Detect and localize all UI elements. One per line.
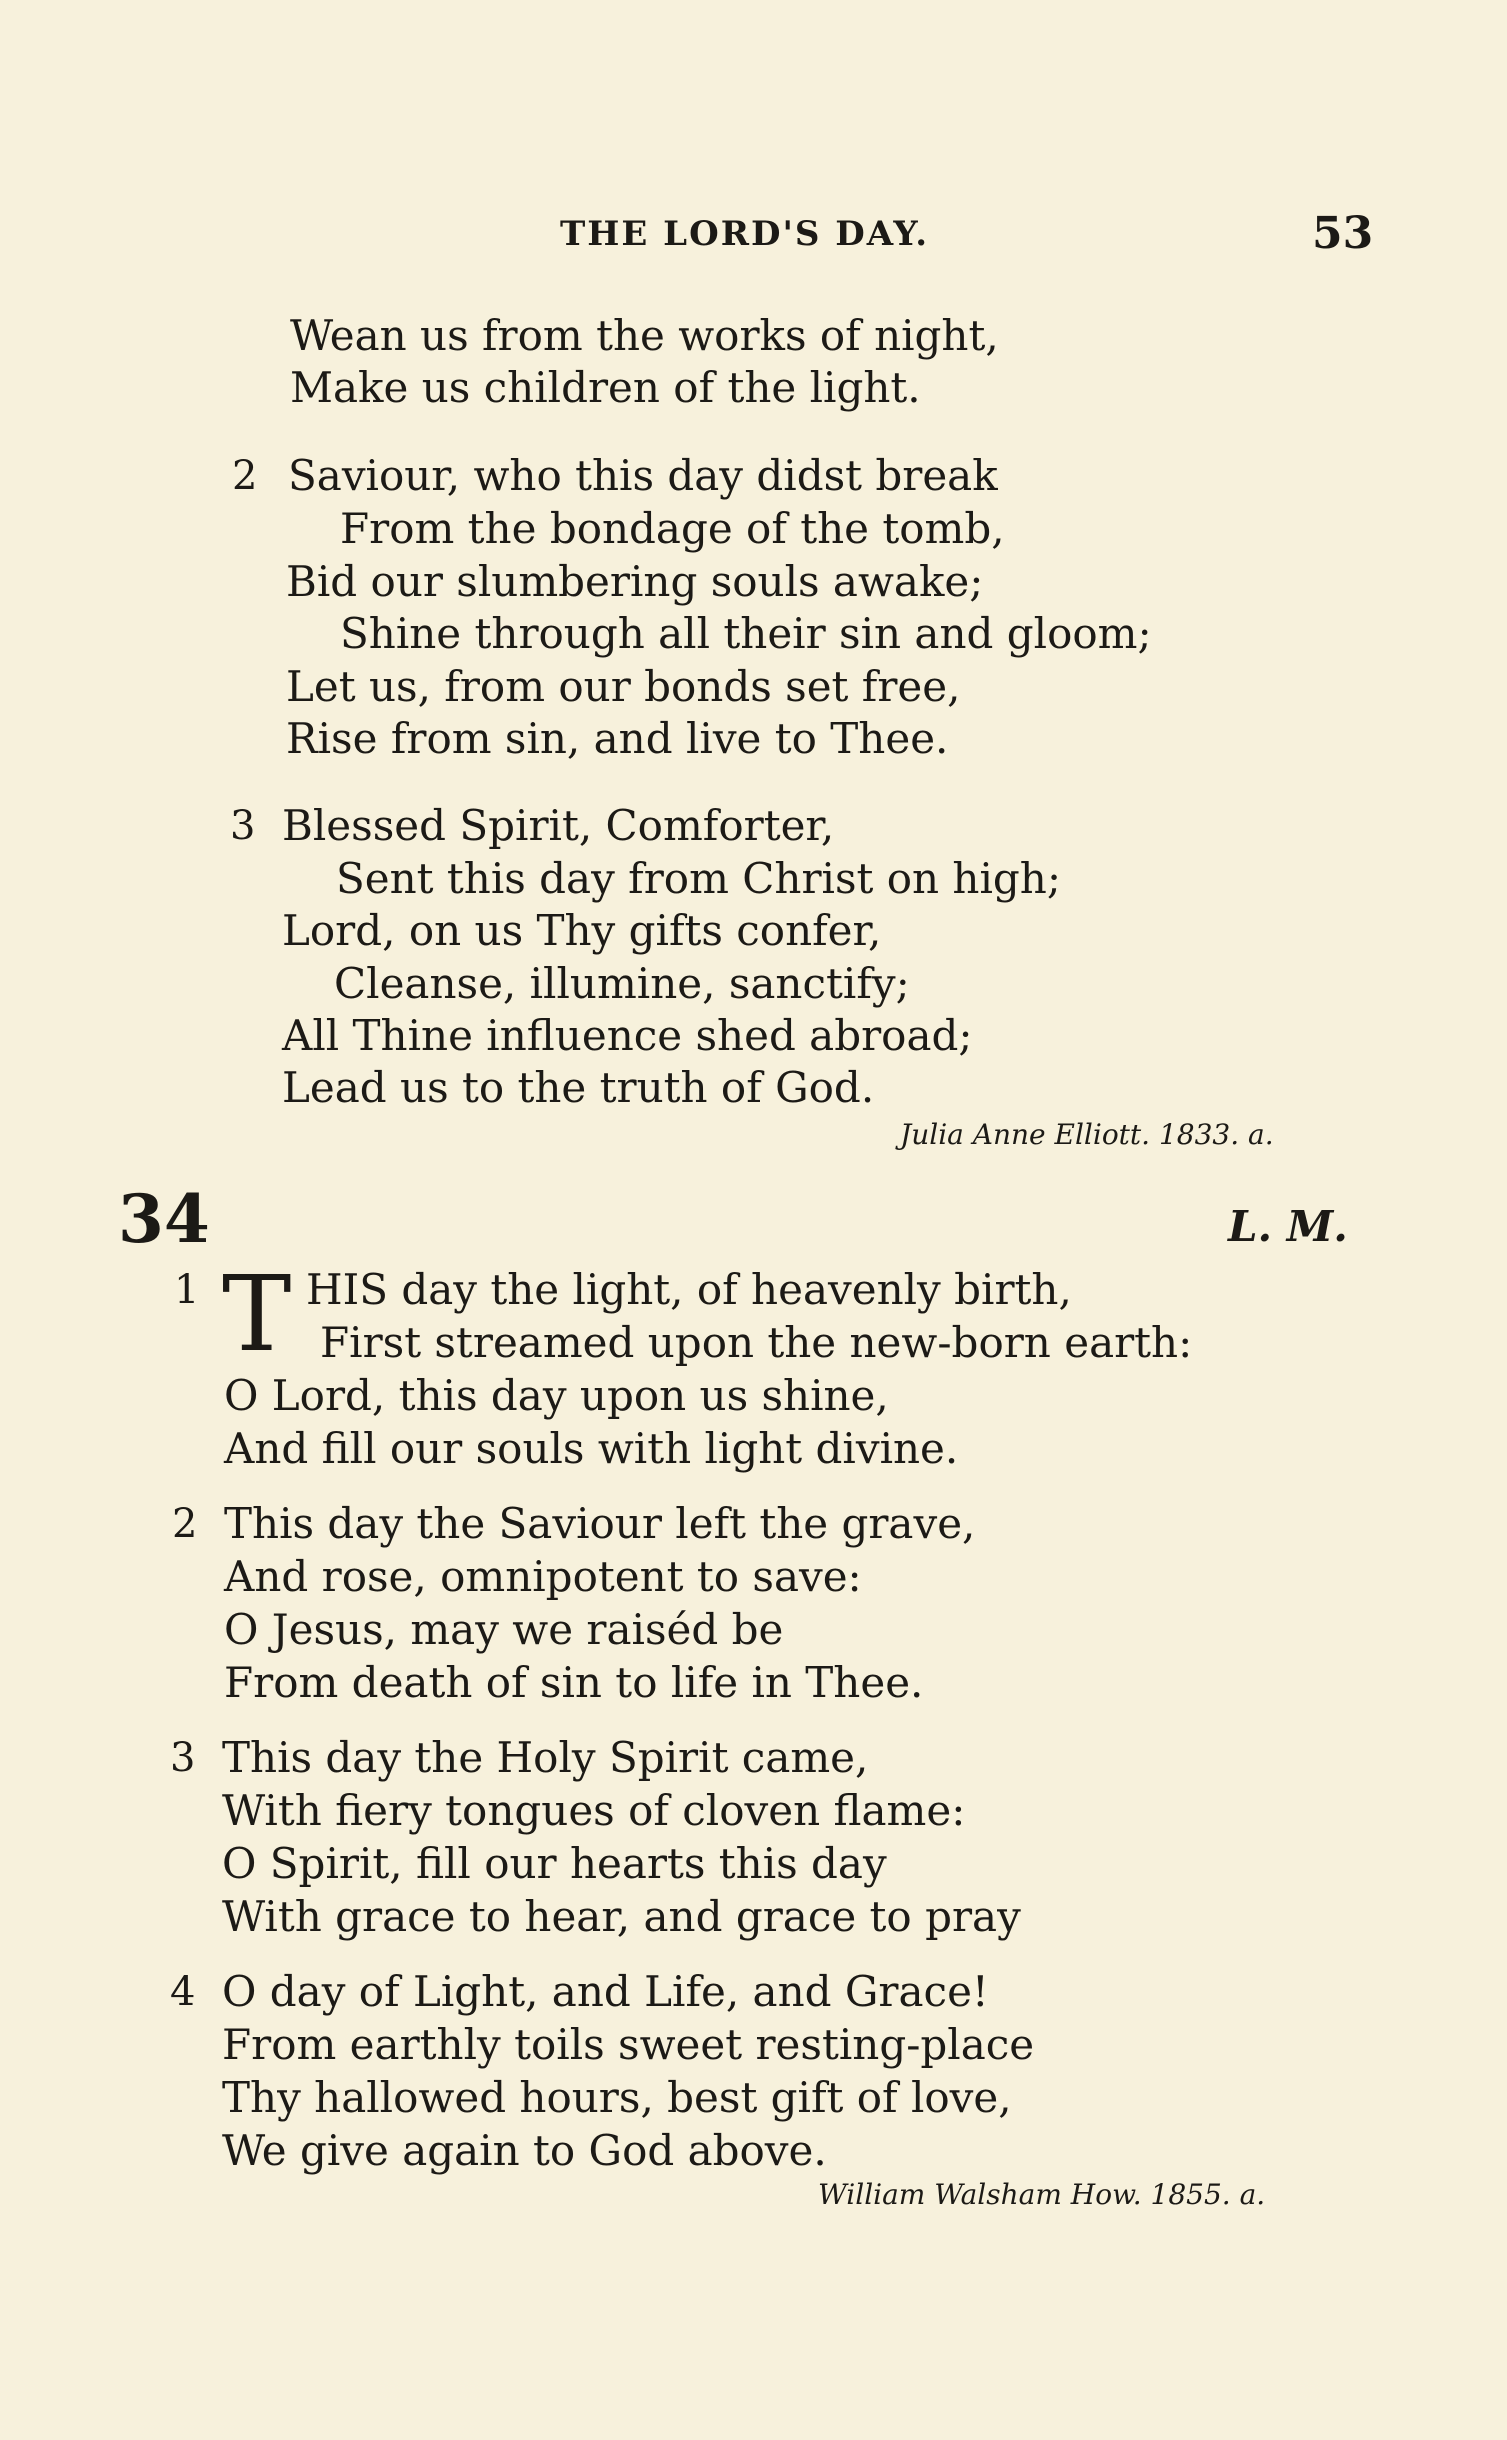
hymn-line: This day the Saviour left the grave,: [224, 1499, 976, 1548]
hymn-line: Blessed Spirit, Comforter,: [282, 801, 835, 850]
hymn-line: Sent this day from Christ on high;: [336, 854, 1061, 903]
verse-number: 3: [170, 1735, 196, 1781]
hymn-line: With fiery tongues of cloven flame:: [222, 1786, 966, 1835]
verse-number: 2: [172, 1501, 198, 1547]
hymn-line: Bid our slumbering souls awake;: [286, 557, 984, 606]
hymn-line: Shine through all their sin and gloom;: [340, 609, 1152, 658]
hymn-line: Lord, on us Thy gifts confer,: [282, 906, 882, 955]
verse-number: 2: [232, 453, 258, 499]
running-title: THE LORD'S DAY.: [560, 214, 930, 254]
hymn-line: With grace to hear, and grace to pray: [222, 1892, 1021, 1941]
hymn-line: All Thine influence shed abroad;: [282, 1011, 973, 1060]
hymn-line: Let us, from our bonds set free,: [286, 662, 961, 711]
hymn-line: We give again to God above.: [222, 2126, 827, 2175]
hymn-line: And fill our souls with light divine.: [224, 1424, 959, 1473]
attribution: Julia Anne Elliott. 1833. a.: [900, 1118, 1274, 1151]
hymn-line: This day the Holy Spirit came,: [222, 1733, 869, 1782]
hymn-line: Cleanse, illumine, sanctify;: [334, 959, 910, 1008]
page-header: [0, 208, 1507, 258]
hymn-line: O day of Light, and Life, and Grace!: [222, 1967, 989, 2016]
hymn-line: From death of sin to life in Thee.: [224, 1658, 924, 1707]
hymn-line: From earthly toils sweet resting-place: [222, 2020, 1035, 2069]
hymn-line: Wean us from the works of night,: [290, 311, 999, 360]
hymn-line: HIS day the light, of heavenly birth,: [306, 1265, 1072, 1314]
hymn-line: Lead us to the truth of God.: [282, 1063, 875, 1112]
hymn-line: O Jesus, may we raiséd be: [224, 1605, 784, 1654]
hymn-line: From the bondage of the tomb,: [340, 504, 1005, 553]
hymn-line: Make us children of the light.: [290, 363, 921, 412]
hymn-line: First streamed upon the new-born earth:: [320, 1318, 1193, 1367]
verse-number: 1: [174, 1267, 200, 1313]
drop-cap: T: [222, 1253, 292, 1375]
hymn-line: O Lord, this day upon us shine,: [224, 1371, 889, 1420]
hymn-line: O Spirit, fill our hearts this day: [222, 1839, 887, 1888]
hymn-line: Rise from sin, and live to Thee.: [286, 714, 949, 763]
verse-number: 3: [230, 803, 256, 849]
hymn-number: 34: [118, 1180, 210, 1258]
meter-label: L. M.: [1228, 1202, 1348, 1251]
hymn-line: Thy hallowed hours, best gift of love,: [222, 2073, 1012, 2122]
hymn-line: And rose, omnipotent to save:: [224, 1552, 862, 1601]
page-number: 53: [1312, 208, 1374, 259]
attribution: William Walsham How. 1855. a.: [818, 2178, 1266, 2211]
hymn-line: Saviour, who this day didst break: [288, 451, 998, 500]
verse-number: 4: [170, 1969, 196, 2015]
